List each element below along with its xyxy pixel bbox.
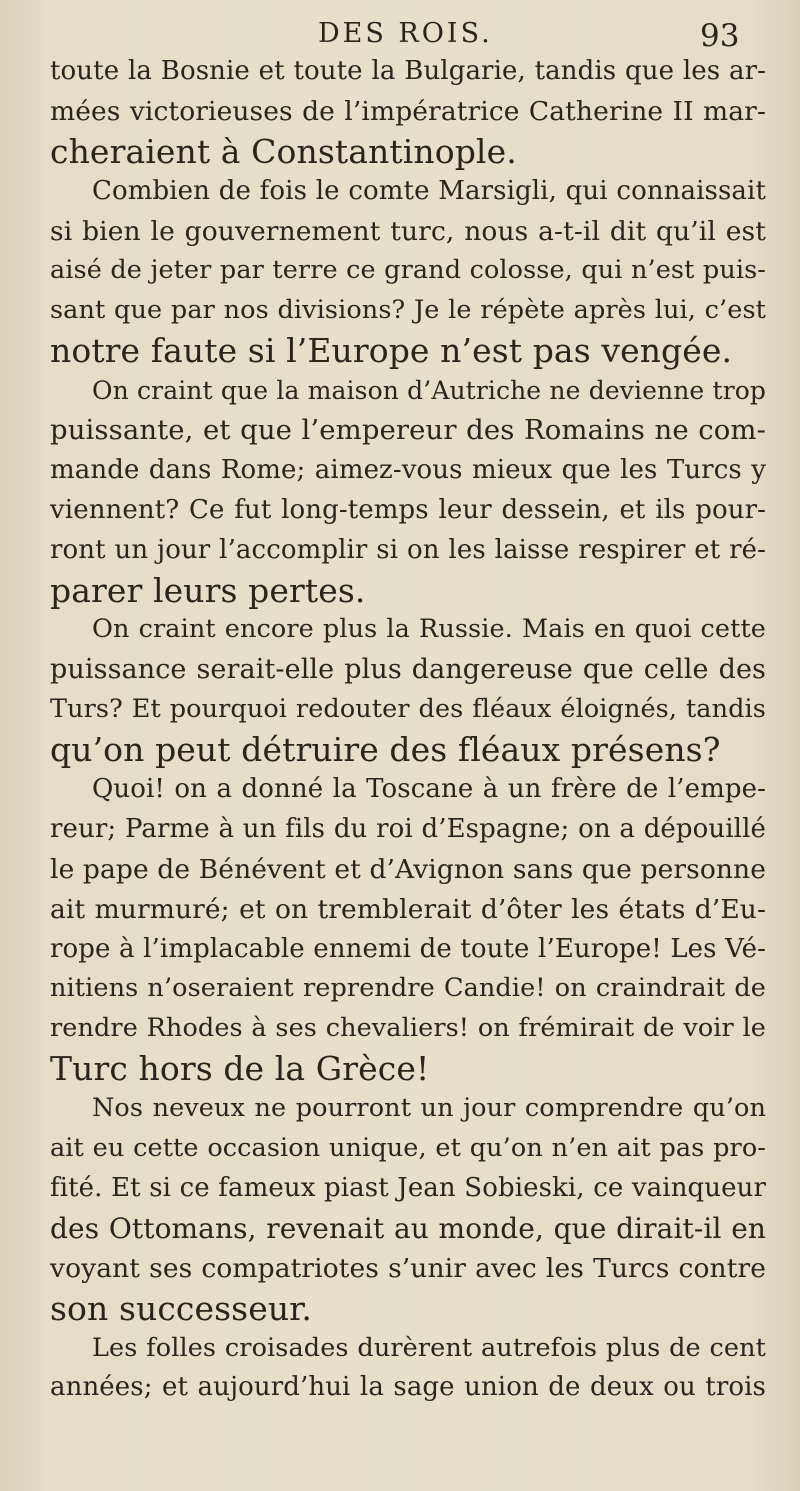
text-line: puissante, et que l’empereur des Romains ne com- (50, 414, 766, 447)
text-line: ront un jour l’accomplir si on les laisse respirer et ré- (50, 534, 766, 565)
text-line: cheraient à Constantinople. (50, 131, 517, 171)
text-line: Turs? Et pourquoi redouter des fléaux éloignés, tandis (50, 694, 766, 725)
text-line: le pape de Bénévent et d’Avignon sans que personne (50, 853, 766, 885)
text-line: ait eu cette occasion unique, et qu’on n’en ait pas pro- (50, 1133, 766, 1164)
text-line: ait murmuré; et on tremblerait d’ôter les états d’Eu- (50, 893, 766, 925)
running-title: DES ROIS. (318, 18, 493, 49)
text-line: On craint encore plus la Russie. Mais en quoi cette (92, 614, 766, 645)
text-line: Quoi! on a donné la Toscane à un frère de l’empe- (92, 774, 766, 805)
text-line: qu’on peut détruire des fléaux présens? (50, 730, 721, 770)
text-line: aisé de jeter par terre ce grand colosse, qui n’est puis- (50, 255, 766, 286)
text-line: puissance serait-elle plus dangereuse que celle des (50, 654, 766, 686)
text-line: nitiens n’oseraient reprendre Candie! on craindrait de (50, 973, 766, 1004)
text-line: notre faute si l’Europe n’est pas vengée. (50, 331, 733, 371)
text-line: Combien de fois le comte Marsigli, qui connaissait (92, 175, 766, 206)
text-line: mande dans Rome; aimez-vous mieux que les Turcs y (50, 454, 766, 485)
text-line: son successeur. (50, 1288, 313, 1328)
text-line: mées victorieuses de l’impératrice Catherine II mar- (50, 95, 766, 127)
text-line: parer leurs pertes. (50, 570, 366, 610)
text-line: viennent? Ce fut long-temps leur dessein, et ils pour- (50, 494, 766, 525)
text-line: Nos neveux ne pourront un jour comprendre qu’on (92, 1093, 766, 1124)
text-line: fité. Et si ce fameux piast Jean Sobieski, ce vainqueur (50, 1172, 766, 1203)
page-header (0, 18, 800, 54)
text-line: si bien le gouvernement turc, nous a-t-il dit qu’il est (50, 215, 766, 247)
page-number: 93 (700, 18, 740, 54)
text-line: rope à l’implacable ennemi de toute l’Europe! Les Vé- (50, 933, 766, 964)
text-line: On craint que la maison d’Autriche ne devienne trop (92, 376, 766, 406)
text-line: Turc hors de la Grèce! (50, 1049, 430, 1089)
text-line: des Ottomans, revenait au monde, que dirait-il en (50, 1211, 766, 1245)
text-line: toute la Bosnie et toute la Bulgarie, tandis que les ar- (50, 56, 766, 86)
text-line: sant que par nos divisions? Je le répète après lui, c’est (50, 295, 766, 326)
text-line: reur; Parme à un fils du roi d’Espagne; on a dépouillé (50, 813, 766, 844)
body-text (50, 52, 766, 1408)
text-line: Les folles croisades durèrent autrefois plus de cent (92, 1332, 766, 1363)
text-line: années; et aujourd’hui la sage union de deux ou trois (50, 1372, 766, 1403)
text-line: rendre Rhodes à ses chevaliers! on frémirait de voir le (50, 1013, 766, 1044)
text-line: voyant ses compatriotes s’unir avec les Turcs contre (50, 1252, 766, 1284)
